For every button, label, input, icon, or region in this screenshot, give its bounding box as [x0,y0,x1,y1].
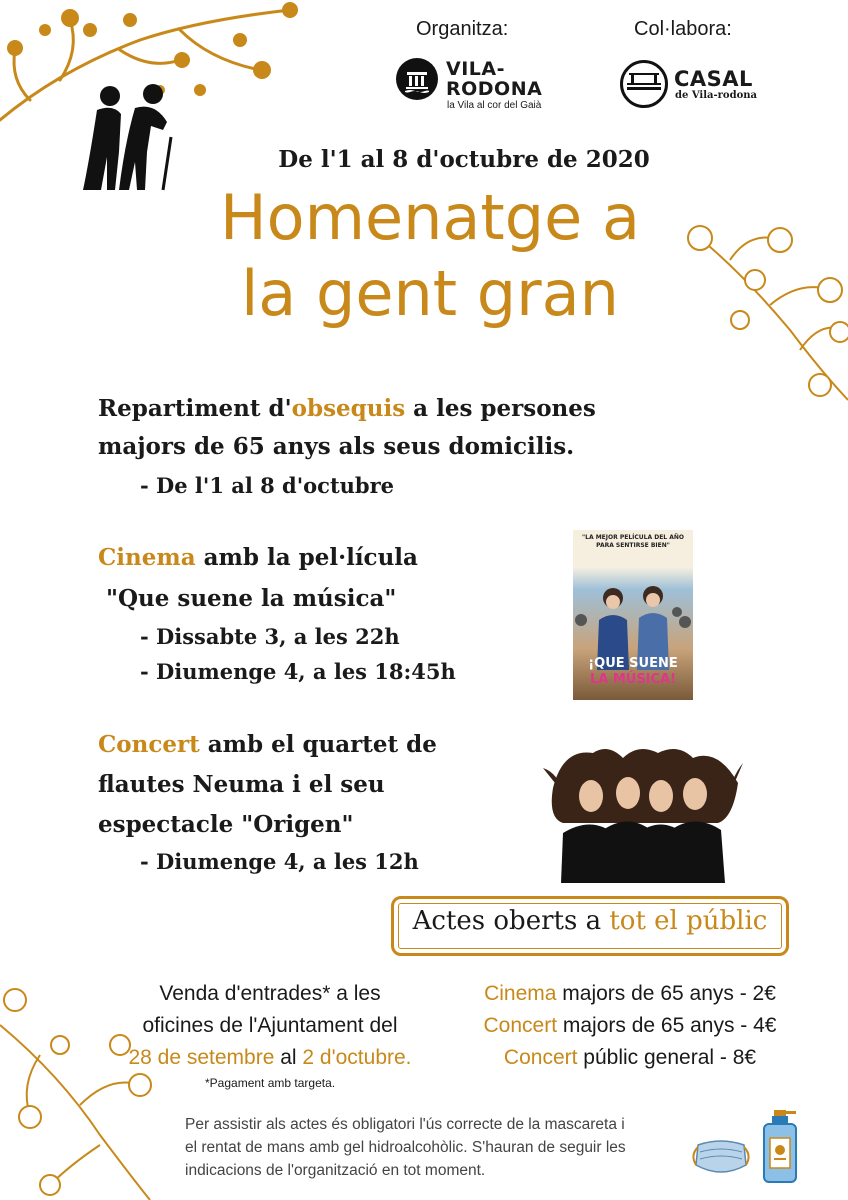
section3-line3: espectacle "Origen" [98,811,354,838]
sanitizer-bottle-icon [760,1108,800,1184]
price-list [460,978,800,1074]
poster-quote: "LA MEJOR PELÍCULA DEL AÑO PARA SENTIRSE BIEN" [582,534,684,549]
section3-line2: flautes Neuma i el seu [98,771,385,798]
payment-note: *Pagament amb targeta. [205,1076,336,1090]
tickets-line3: 28 de setembre al 2 d'octubre. [128,1046,412,1069]
section2-detail2: - Diumenge 4, a les 18:45h [140,659,456,684]
poster-title-2: LA MÚSICA! [589,672,677,687]
concert-highlight: Concert [98,731,200,758]
tickets-date-start: 28 de setembre [128,1046,275,1069]
tickets-line2: oficines de l'Ajuntament del [142,1014,398,1037]
tickets-line1: Venda d'entrades* a les [159,982,381,1005]
organitza-label: Organitza: [416,18,509,40]
casal-name: CASAL [674,67,753,91]
section2-line1: Cinema amb la pel·lícula [98,544,418,571]
section3-detail: - Diumenge 4, a les 12h [140,849,419,874]
title-line-2: la gent gran [241,257,619,330]
section3-line1: Concert amb el quartet de [98,731,437,758]
vila-rodona-name-2: RODONA [446,78,543,100]
tickets-date-end: 2 d'octubre. [302,1046,412,1069]
open-events-highlight: tot el públic [609,906,768,936]
obsequis-highlight: obsequis [291,395,406,422]
footer-notice: Per assistir als actes és obligatori l'ús correcte de la mascareta i el rentat de mans amb gel hidroalcohòlic. S'hauran de seguir les indicacions de l'organització en tot moment. [185,1116,626,1179]
price-item: Concert majors de 65 anys - 4€ [483,1014,777,1037]
movie-poster [573,530,693,700]
title-line-1: Homenatge a [220,181,640,254]
poster-title-1: ¡QUE SUENE [588,656,678,671]
date-range: De l'1 al 8 d'octubre de 2020 [278,146,650,173]
price-item: Cinema majors de 65 anys - 2€ [484,982,776,1005]
section2-line2: "Que suene la música" [106,585,397,612]
main-title [130,180,730,332]
elderly-couple-icon [75,82,180,192]
collabora-label: Col·labora: [634,18,732,40]
quartet-photo [543,738,743,883]
vila-rodona-name-1: VILA- [446,58,505,80]
section1-line2: majors de 65 anys als seus domicilis. [98,433,575,460]
cinema-highlight: Cinema [98,544,196,571]
price-item: Concert públic general - 8€ [503,1046,757,1069]
vila-rodona-logo-icon [396,58,438,100]
section2-detail1: - Dissabte 3, a les 22h [140,624,400,649]
open-events-text: Actes oberts a tot el públic [412,906,768,936]
mask-icon [690,1135,752,1179]
section1-detail: - De l'1 al 8 d'octubre [140,473,395,498]
casal-subtitle: de Vila-rodona [675,90,757,101]
vila-rodona-tagline: la Vila al cor del Gaià [447,100,542,111]
section1-line1: Repartiment d'obsequis a les persones [98,395,596,422]
casal-logo-icon [620,60,668,108]
